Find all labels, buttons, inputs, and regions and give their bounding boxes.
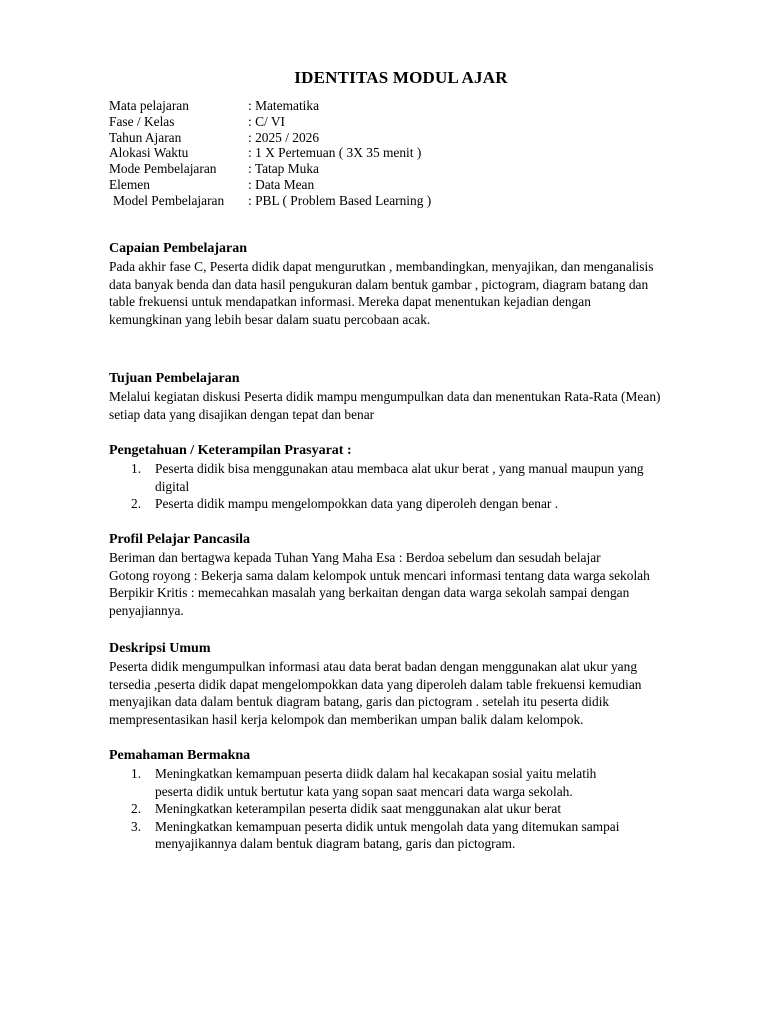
paragraph-line: menyajikan data dalam bentuk diagram batang, garis dan pictogram . setelah itu peserta didik [109,694,610,710]
list-item [109,818,699,853]
profil-paragraph [109,549,699,620]
list-number: 2. [131,496,142,512]
paragraph-line: setiap data yang disajikan dengan tepat dan benar [109,406,375,422]
deskripsi-heading: Deskripsi Umum [109,641,211,656]
identity-value: : PBL ( Problem Based Learning ) [248,192,432,208]
paragraph-line: tersedia ,peserta didik dapat mengelompokkan data yang diperoleh dalam table frekuensi kemudian [109,676,642,692]
identity-value: : Data Mean [248,176,315,192]
identity-label: Mata pelajaran [109,98,189,113]
list-number: 1. [131,766,142,781]
tujuan-paragraph [109,388,699,423]
pemahaman-heading: Pemahaman Bermakna [109,748,251,763]
profil-section [109,531,699,620]
deskripsi-section [109,640,699,729]
list-item-line: Peserta didik bisa menggunakan atau membaca alat ukur berat , yang manual maupun yang [155,461,644,476]
paragraph-line: Beriman dan bertagwa kepada Tuhan Yang Maha Esa : Berdoa sebelum dan sesudah belajar [109,550,601,565]
identity-label: Tahun Ajaran [109,129,182,145]
paragraph-line: mempresentasikan hasil kerja kelompok dan memberikan umpan balik dalam kelompok. [109,712,584,728]
paragraph-line: penyajiannya. [109,603,184,619]
identity-value: : Matematika [248,98,320,113]
identity-value: : 1 X Pertemuan ( 3X 35 menit ) [248,145,422,161]
prasyarat-heading: Pengetahuan / Keterampilan Prasyarat : [109,443,352,458]
capaian-heading: Capaian Pembelajaran [109,241,248,256]
paragraph-line: Peserta didik mengumpulkan informasi atau data berat badan dengan menggunakan alat ukur yang [109,659,638,674]
prasyarat-section [109,442,699,513]
document-title: IDENTITAS MODUL AJAR [294,68,508,87]
list-item-line: Peserta didik mampu mengelompokkan data yang diperoleh dengan benar . [155,496,559,512]
identity-label: Elemen [109,176,150,192]
paragraph-line: Melalui kegiatan diskusi Peserta didik mampu mengumpulkan data dan menentukan Rata-Rata (Mean) [109,389,661,404]
identity-label: Fase / Kelas [109,113,175,129]
capaian-paragraph [109,258,699,329]
profil-heading: Profil Pelajar Pancasila [109,532,251,547]
tujuan-heading: Tujuan Pembelajaran [109,371,240,386]
capaian-section [109,240,699,329]
pemahaman-section [109,747,699,853]
identity-value: : Tatap Muka [248,161,319,177]
list-number: 3. [131,818,142,834]
pemahaman-list [109,765,699,853]
identity-label: Model Pembelajaran [113,192,225,208]
list-number: 2. [131,801,142,817]
list-item-line: Meningkatkan kemampuan peserta didik untuk mengolah data yang ditemukan sampai [155,818,620,834]
paragraph-line: data banyak benda dan data hasil pengukuran dalam bentuk gambar , pictogram, diagram batang dan [109,276,649,292]
paragraph-line: kemungkinan yang lebih besar dalam suatu percobaan acak. [109,312,431,328]
list-item [109,800,699,818]
list-item-line: Meningkatkan kemampuan peserta diidk dalam hal kecakapan sosial yaitu melatih [155,766,597,781]
paragraph-line: table frekuensi untuk mendapatkan informasi. Mereka dapat menentukan kejadian dengan [109,294,591,310]
deskripsi-paragraph [109,658,699,729]
list-item-line: menyajikannya dalam bentuk diagram batang, garis dan pictogram. [155,836,516,852]
identity-label: Mode Pembelajaran [109,161,217,177]
paragraph-line: Gotong royong : Bekerja sama dalam kelompok untuk mencari informasi tentang data warga sekolah [109,567,650,583]
list-number: 1. [131,461,142,476]
list-item [109,460,699,495]
list-item-line: Meningkatkan keterampilan peserta didik saat menggunakan alat ukur berat [155,801,562,817]
tujuan-section [109,370,699,423]
paragraph-line: Berpikir Kritis : memecahkan masalah yang berkaitan dengan data warga sekolah sampai dengan [109,585,630,601]
list-item [109,765,699,800]
list-item [109,495,699,513]
list-item-line: digital [155,478,190,494]
paragraph-line: Pada akhir fase C, Peserta didik dapat mengurutkan , membandingkan, menyajikan, dan menganalisis [109,259,654,274]
prasyarat-list [109,460,699,513]
identity-value: : 2025 / 2026 [248,129,320,145]
identity-label: Alokasi Waktu [109,145,189,161]
list-item-line: peserta didik untuk bertutur kata yang sopan saat mencari data warga sekolah. [155,783,573,799]
identity-value: : C/ VI [248,113,285,129]
